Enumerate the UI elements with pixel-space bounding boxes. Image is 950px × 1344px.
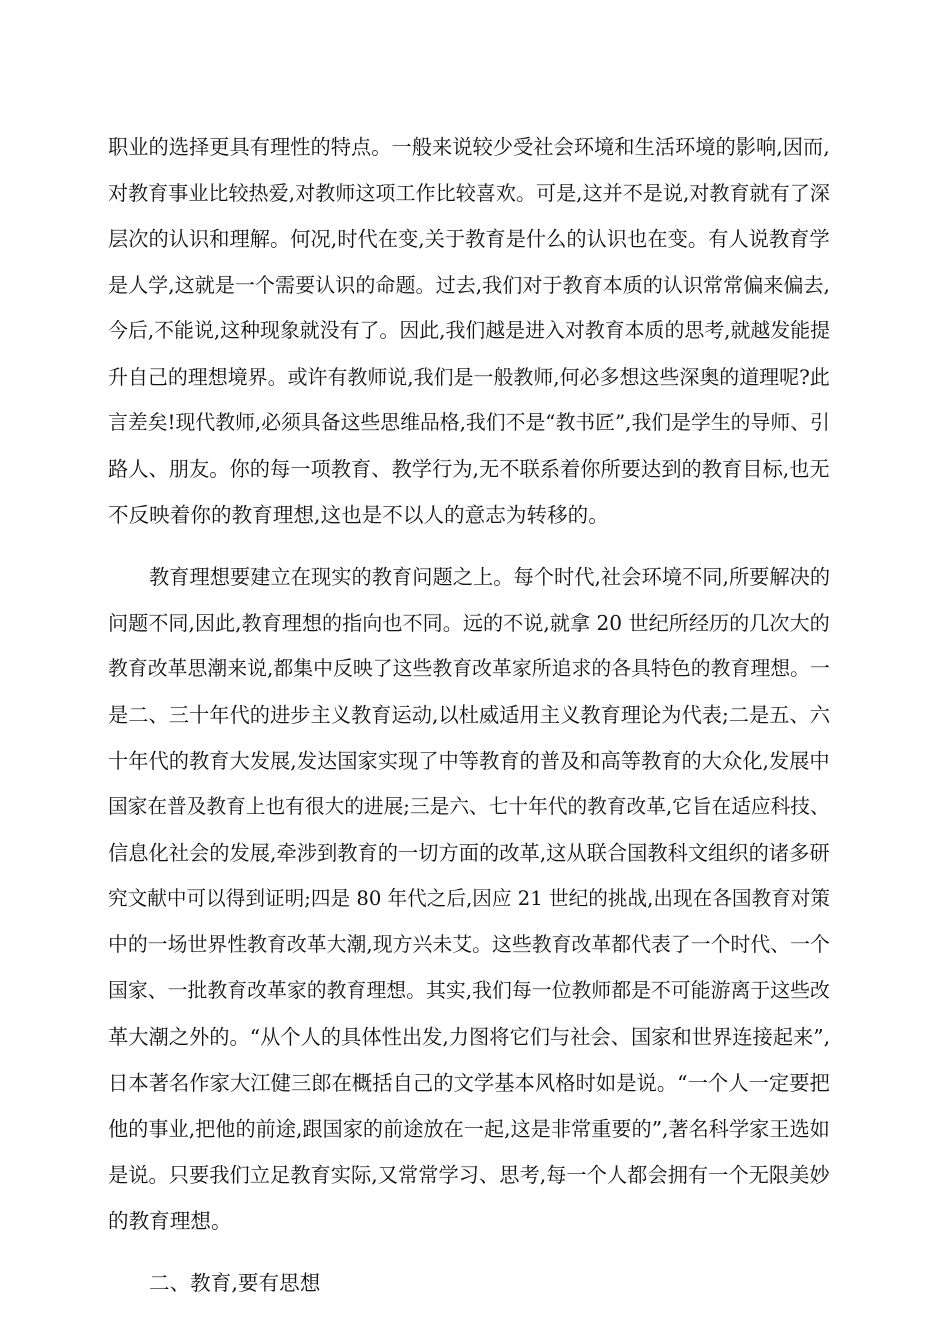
paragraph-2-line-10: 国家、一批教育改革家的教育理想。其实,我们每一位教师都是不可能游离于这些改: [108, 979, 830, 1002]
paragraph-1-line-3: 层次的认识和理解。何况,时代在变,关于教育是什么的认识也在变。有人说教育学: [108, 227, 830, 251]
paragraph-1-line-4: 是人学,这就是一个需要认识的命题。过去,我们对于教育本质的认识常常偏来偏去,: [108, 273, 830, 297]
paragraph-2-line-15: 的教育理想。: [108, 1209, 232, 1233]
paragraph-2-line-1: 教育理想要建立在现实的教育问题之上。每个时代,社会环境不同,所要解决的: [149, 565, 831, 589]
paragraph-1-line-5: 今后,不能说,这种现象就没有了。因此,我们越是进入对教育本质的思考,就越发能提: [108, 319, 831, 342]
paragraph-1-line-8: 路人、朋友。你的每一项教育、教学行为,无不联系着你所要达到的教育目标,也无: [108, 457, 830, 481]
paragraph-2-line-13: 他的事业,把他的前途,跟国家的前途放在一起,这是非常重要的”,著名科学家王选如: [108, 1117, 830, 1141]
section-heading: 二、教育,要有思想: [149, 1271, 321, 1295]
paragraph-2-line-7: 信息化社会的发展,牵涉到教育的一切方面的改革,这从联合国教科文组织的诸多研: [108, 841, 830, 865]
paragraph-2-line-6: 国家在普及教育上也有很大的进展;三是六、七十年代的教育改革,它旨在适应科技、: [108, 795, 830, 818]
paragraph-1-line-1: 职业的选择更具有理性的特点。一般来说较少受社会环境和生活环境的影响,因而,: [108, 135, 830, 159]
paragraph-2-line-8: 究文献中可以得到证明;四是 80 年代之后,因应 21 世纪的挑战,出现在各国教育对策: [108, 887, 830, 910]
paragraph-1-line-2: 对教育事业比较热爱,对教师这项工作比较喜欢。可是,这并不是说,对教育就有了深: [108, 181, 830, 205]
paragraph-2-line-3: 教育改革思潮来说,都集中反映了这些教育改革家所追求的各具特色的教育理想。一: [108, 657, 830, 680]
paragraph-2-line-5: 十年代的教育大发展,发达国家实现了中等教育的普及和高等教育的大众化,发展中: [108, 749, 830, 773]
paragraph-1-line-7: 言差矣!现代教师,必须具备这些思维品格,我们不是“教书匠”,我们是学生的导师、引: [108, 411, 830, 434]
paragraph-1-line-6: 升自己的理想境界。或许有教师说,我们是一般教师,何必多想这些深奥的道理呢?此: [108, 365, 830, 389]
paragraph-2-line-11: 革大潮之外的。“从个人的具体性出发,力图将它们与社会、国家和世界连接起来”,: [108, 1025, 831, 1049]
paragraph-2-line-4: 是二、三十年代的进步主义教育运动,以杜威适用主义教育理论为代表;二是五、六: [108, 703, 831, 727]
paragraph-1-line-9: 不反映着你的教育理想,这也是不以人的意志为转移的。: [108, 503, 609, 527]
paragraph-2-line-2: 问题不同,因此,教育理想的指向也不同。远的不说,就拿 20 世纪所经历的几次大的: [108, 611, 830, 635]
paragraph-2-line-12: 日本著名作家大江健三郎在概括自己的文学基本风格时如是说。“一个人一定要把: [108, 1071, 830, 1095]
paragraph-2-line-9: 中的一场世界性教育改革大潮,现方兴未艾。这些教育改革都代表了一个时代、一个: [108, 933, 830, 956]
paragraph-2-line-14: 是说。只要我们立足教育实际,又常常学习、思考,每一个人都会拥有一个无限美妙: [108, 1163, 830, 1187]
